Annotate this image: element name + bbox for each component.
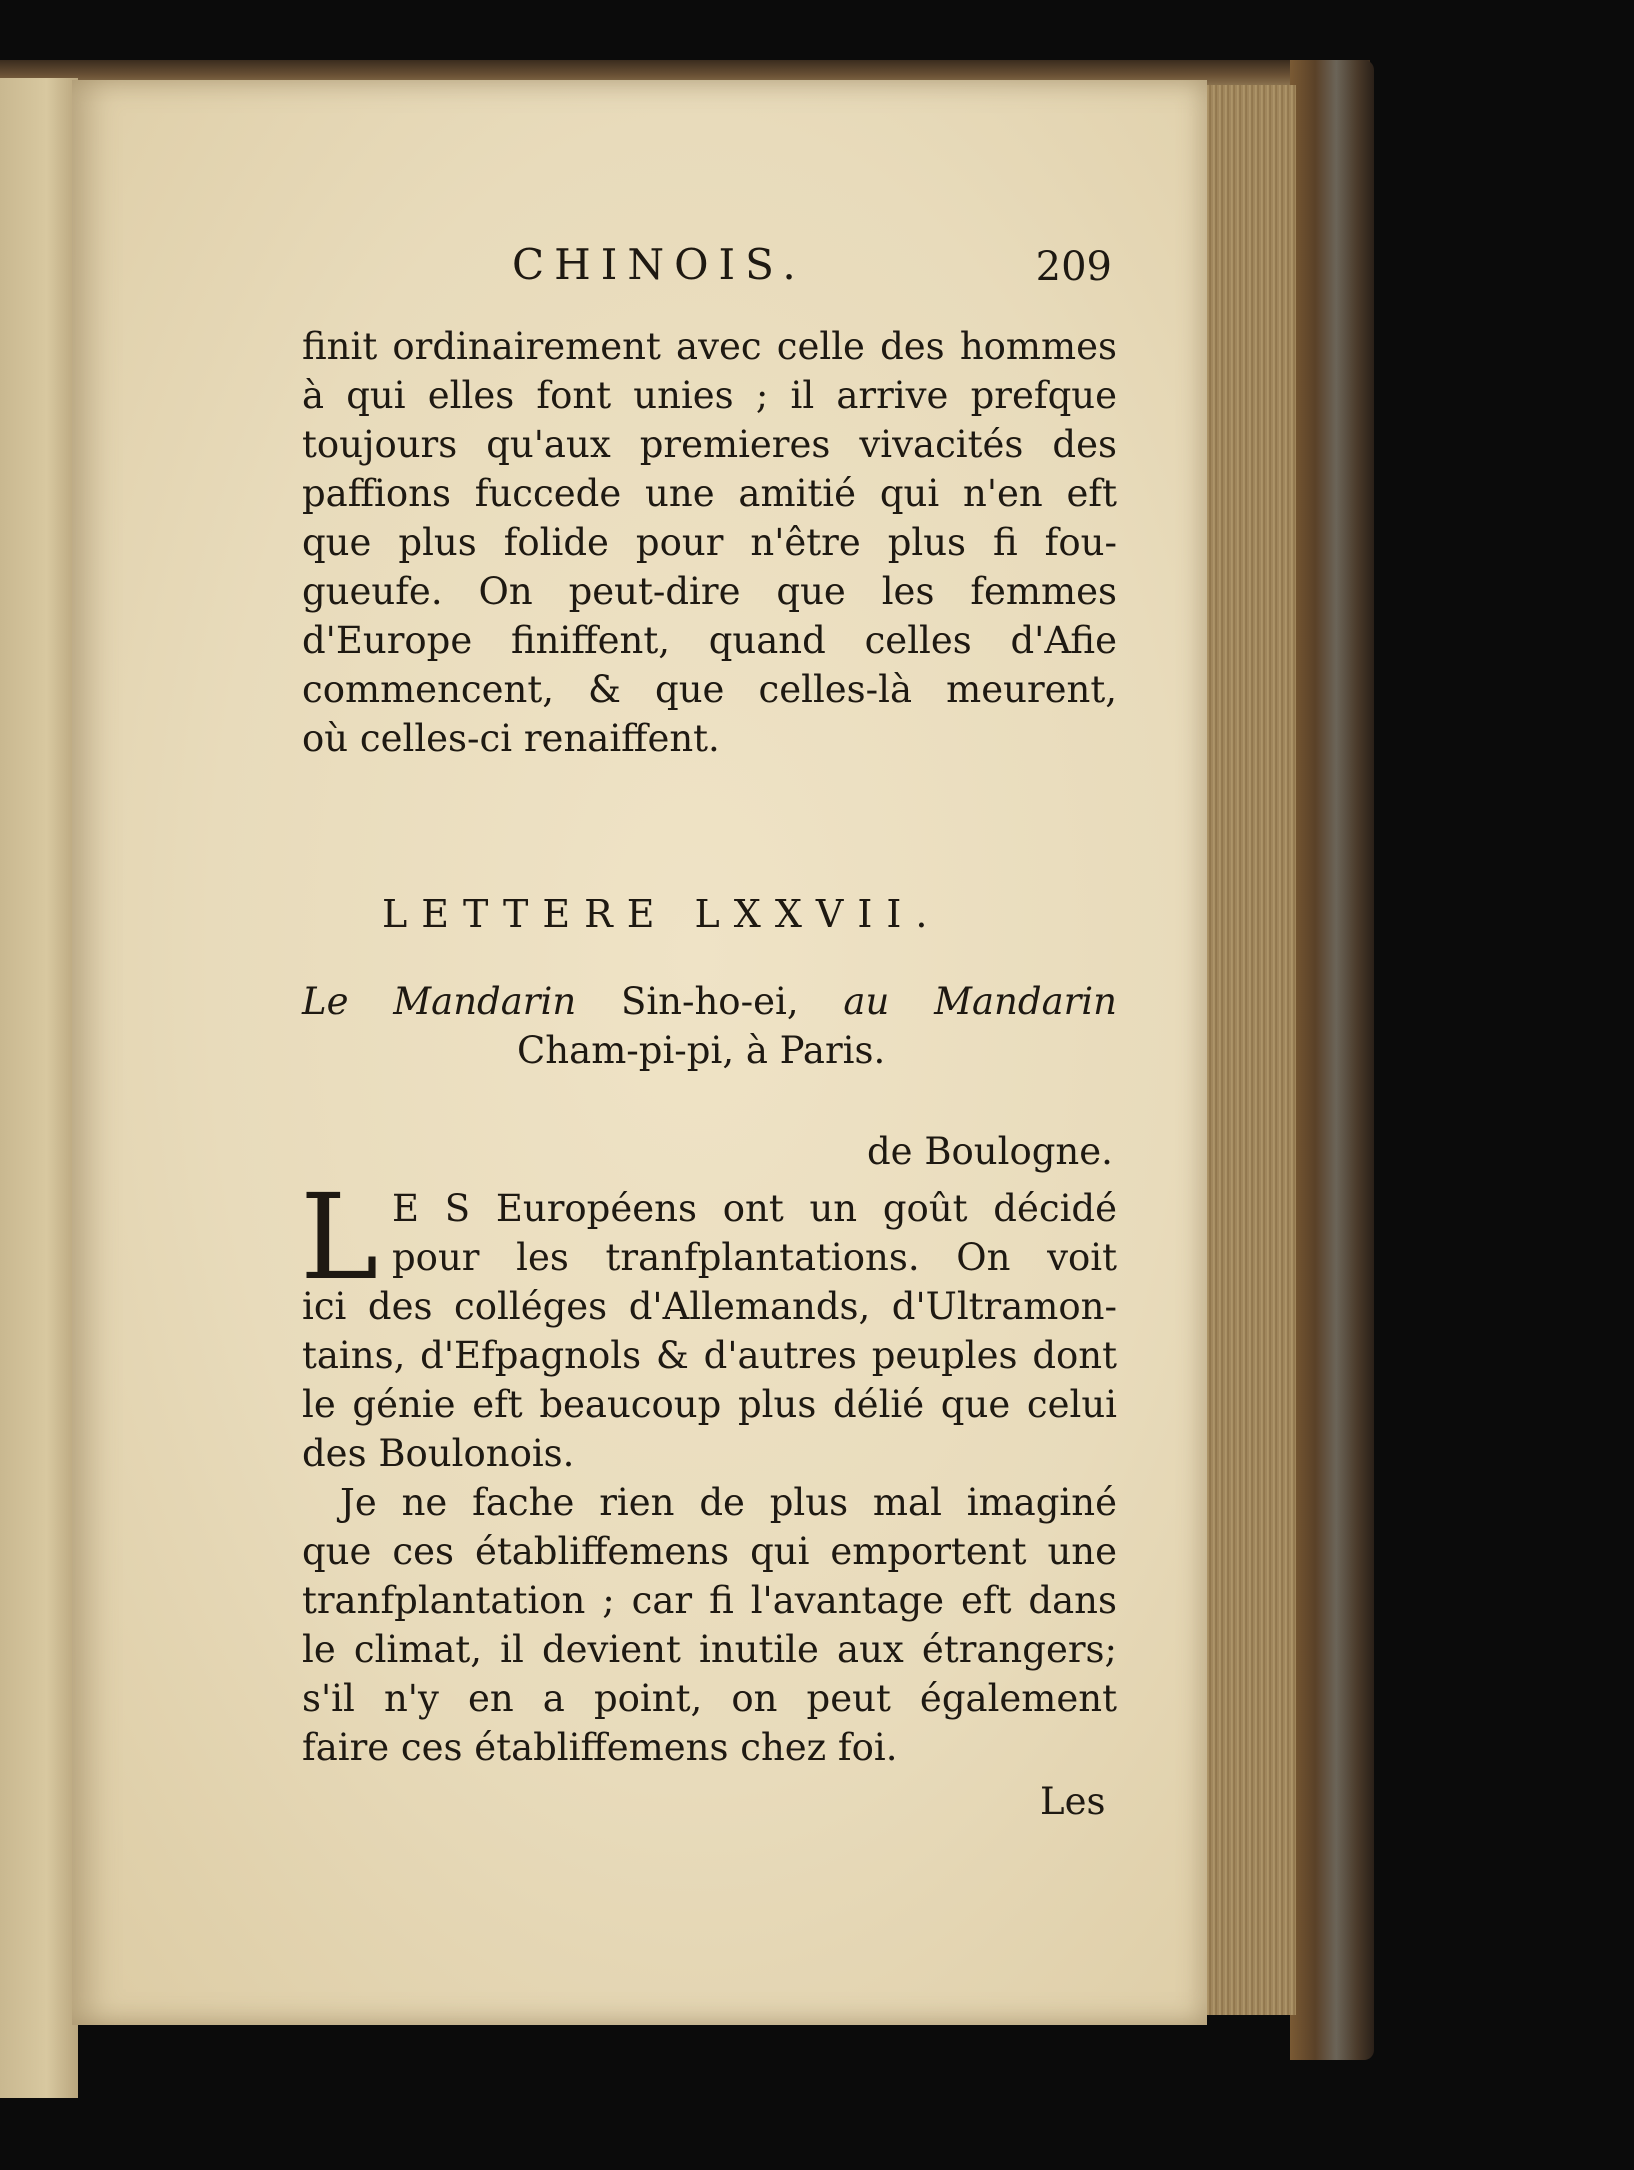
page-number: 209	[1035, 244, 1112, 290]
previous-page-edge	[0, 78, 78, 2098]
text-line: gueufe. On peut-dire que les femmes	[302, 570, 1117, 613]
text-line: le climat, il devient inutile aux étrangers;	[302, 1628, 1117, 1671]
salutation-from-name: Sin-ho-ei,	[620, 980, 799, 1023]
letter-heading: LETTERE LXXVII.	[382, 892, 942, 936]
book-page	[72, 80, 1207, 2025]
text-line: finit ordinairement avec celle des hommes	[302, 325, 1117, 368]
text-line: faire ces établiffemens chez foi.	[302, 1726, 898, 1769]
text-line: tranfplantation ; car fi l'avantage eft dans	[302, 1579, 1117, 1622]
text-line: d'Europe finiffent, quand celles d'Afie	[302, 619, 1117, 662]
text-line: s'il n'y en a point, on peut également	[302, 1677, 1117, 1720]
text-line: toujours qu'aux premieres vivacités des	[302, 423, 1117, 466]
text-line: tains, d'Efpagnols & d'autres peuples dont	[302, 1334, 1117, 1377]
page-block-edges	[1200, 85, 1296, 2015]
running-head-title: CHINOIS.	[512, 240, 806, 289]
drop-cap: L	[300, 1168, 379, 1306]
catchword: Les	[1040, 1780, 1106, 1823]
text-line: le génie eft beaucoup plus délié que celui	[302, 1383, 1117, 1426]
salutation-recipient: Cham-pi-pi, à Paris.	[517, 1029, 886, 1072]
text-line: à qui elles font unies ; il arrive prefque	[302, 374, 1117, 417]
text-line: paffions fuccede une amitié qui n'en eft	[302, 472, 1117, 515]
text-line: Je ne fache rien de plus mal imaginé	[340, 1481, 1117, 1524]
text-line: pour les tranfplantations. On voit	[392, 1236, 1117, 1279]
salutation-line	[302, 978, 1117, 1026]
salutation-from-title: Le Mandarin	[302, 980, 577, 1023]
text-line: des Boulonois.	[302, 1432, 575, 1475]
text-line: E S Européens ont un goût décidé	[392, 1187, 1117, 1230]
text-line: que ces établiffemens qui emportent une	[302, 1530, 1117, 1573]
book-cover-right-edge	[1290, 60, 1374, 2060]
salutation-to-title: au Mandarin	[843, 980, 1117, 1023]
text-line: où celles-ci renaiffent.	[302, 717, 720, 760]
letter-place: de Boulogne.	[867, 1130, 1113, 1173]
text-line: que plus folide pour n'être plus fi fou-	[302, 521, 1117, 564]
text-line: ici des colléges d'Allemands, d'Ultramon-	[302, 1285, 1117, 1328]
text-line: commencent, & que celles-là meurent,	[302, 668, 1117, 711]
running-head	[472, 240, 1152, 300]
